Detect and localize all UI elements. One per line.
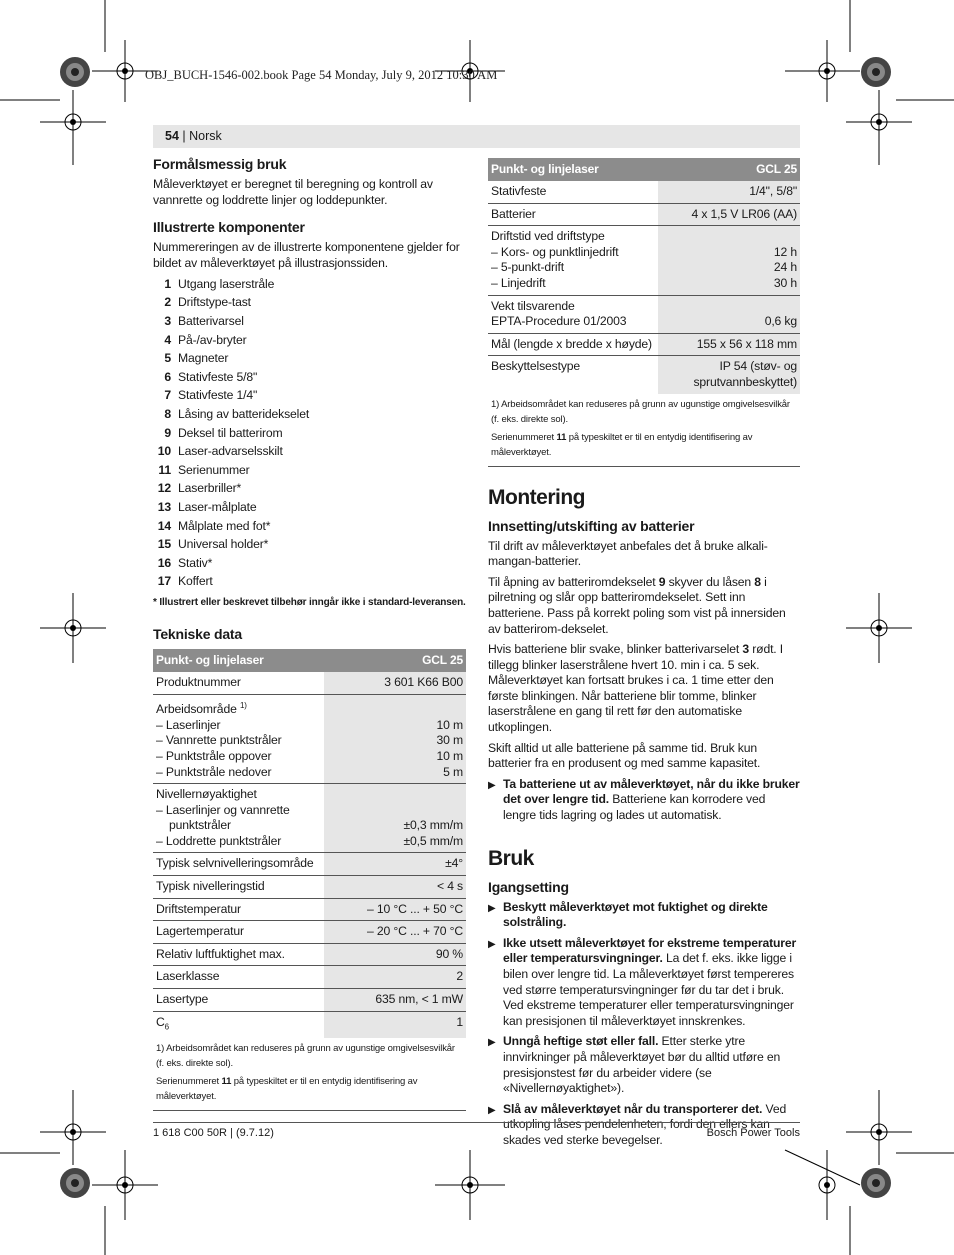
table-header-row: Punkt- og linjelaser GCL 25 (488, 158, 800, 181)
list-item-label: Laserbriller* (178, 481, 242, 496)
list-item (153, 499, 466, 518)
list-item-number: 9 (164, 425, 171, 440)
list-item (153, 368, 466, 387)
table-row: Mål (lengde x bredde x høyde) 155 x 56 x 118 mm (488, 333, 800, 356)
table-row: Arbeidsområde $^{1)}$ – Laserlinjer – Vannrette punktstråler – Punktstråle oppover – Punktstråle nedover 10 m 30 m 10 m 5 m (153, 695, 466, 784)
bruk-heading: Bruk (488, 846, 534, 870)
warning-bullet: ▶ Slå av måleverktøyet når du transporterer det. Ved utkopling låses pendelenheten, fordi den ellers kan skades ved sterke bevegelser. (488, 1101, 787, 1147)
list-item-label: Deksel til batterirom (178, 425, 283, 440)
table-row: Nivellernøyaktighet – Laserlinjer og vannrette punktstråler – Loddrette punktstråler ±0,3 mm/m ±0,5 mm/m (153, 784, 466, 853)
table-row: Typisk selvnivelleringsområde ±4° (153, 853, 466, 876)
page-number: 54 (165, 129, 179, 143)
components-intro: Nummereringen av de illustrerte komponentene gjelder for bildet av måleverktøyet på illustrasjonssiden. (153, 240, 460, 270)
list-item (153, 294, 466, 313)
list-item-label: Koffert (178, 574, 213, 589)
right-column: Punkt- og linjelaser GCL 25 Stativfeste 1/4", 5/8" Batterier 4 x 1,5 V LR06 (AA) Driftstid ved driftstype – Kors- og punktlinjedrift – 5-punkt-drift – Linjedrift 12 h 24 h 30 h Vekt tilsvarende EPTA-Procedure 01/2003 0,6 kg Mål (lengde x bredde x høyde) 155 x 56 x 118 mm Beskyttelsestype IP 54 (støv- og sprutvannbeskyttet) 1) Arbeidsområdet kan reduseres på grunn av ugunstige omgivelsesvilkår (f. eks. direkte sol). Serienummeret 11 på typeskiltet er til en entydig identifisering av måleverktøyet. Montering Innsetting/utskifting av batterier Til drift av måleverktøyet anbefales det å bruke alkali-mangan-batterier. Til åpning av batteriromdekselet 9 skyver du låsen 8 i pilretning og slår opp batteriromdekselet. Sett inn batteriene. Pass på korrekt poling som vist på innersiden av batterirom-dekselet. Hvis batteriene blir svake, blinker batterivarselet 3 rødt. I tillegg blinker laserstrålene hvert 10. min i ca. 5 sek. Måleverktøyet kan fortsatt brukes i ca. 1 time etter den første blinkingen. Når batteriene blir tomme, blinker laserstrålene en gang til rett før den automatiske utkoplingen. Skift alltid ut alle batteriene på samme tid. Bruk kun batterier fra en produsent og med samme kapasitet. ▶ Ta batteriene ut av måleverktøyet, når du ikke bruker det over lengre tid. Batteriene kan korrodere ved lengre tids lagring og lades ut automatisk. Bruk Igangsetting ▶ Beskytt måleverktøyet mot fuktighet og direkte solstråling. ▶ Ikke utsett måleverktøyet for ekstreme temperaturer eller temperatursvingninger. La det f. eks. ikke ligge i bilen over lengre tid. La måleverktøyet først tempereres ved større temperatursvingninger før du tar det i bruk. Ved ekstreme temperaturer eller temperatursvingninger kan presisjonen til måleverktøyet innskrenkes. ▶ Unngå heftige støt eller fall. Etter sterke ytre innvirkninger på måleverktøyet bør du alltid utføre en presisjonstest før du arbeider videre (se «Nivellernøyaktighet»). ▶ Slå av måleverktøyet når du transporterer det. Ved utkopling låses pendelenheten, fordi den ellers kan skades ved sterke bevegelser. (488, 158, 800, 1154)
list-item-number: 12 (157, 481, 171, 496)
list-item (153, 517, 466, 536)
table-row: Typisk nivelleringstid < 4 s (153, 876, 466, 899)
list-item-number: 5 (164, 351, 171, 366)
list-item-label: Universal holder* (178, 537, 269, 552)
footer-right: Bosch Power Tools (706, 1127, 800, 1139)
list-item-number: 4 (164, 332, 171, 347)
list-item-label: Målplate med fot* (178, 518, 271, 533)
table-row: Laserklasse 2 (153, 966, 466, 989)
page-footer (153, 1122, 800, 1139)
components-heading: Illustrerte komponenter (153, 219, 305, 236)
table-header-left: Punkt- og linjelaser (153, 649, 324, 672)
purpose-text: Måleverktøyet er beregnet til beregning og kontroll av vannrette og loddrette linjer og loddepunkter. (153, 177, 433, 207)
list-item-label: Stativ* (178, 555, 213, 570)
list-item (153, 480, 466, 499)
list-item-number: 8 (164, 407, 171, 422)
techdata-heading: Tekniske data (153, 626, 242, 643)
list-item-number: 17 (157, 574, 171, 589)
footer-left: 1 618 C00 50R | (9.7.12) (153, 1127, 274, 1139)
table-row: Stativfeste 1/4", 5/8" (488, 181, 800, 203)
table-row: Relativ luftfuktighet max. 90 % (153, 943, 466, 966)
list-item-number: 6 (164, 369, 171, 384)
left-column (153, 155, 466, 1111)
table-row: Driftstid ved driftstype – Kors- og punktlinjedrift – 5-punkt-drift – Linjedrift 12 h 24 h 30 h (488, 226, 800, 295)
warning-bullet: ▶ Unngå heftige støt eller fall. Etter sterke ytre innvirkninger på måleverktøyet bør du alltid utføre en presisjonstest før du arbeider videre (se «Nivellernøyaktighet»). (488, 1034, 781, 1096)
list-item (153, 424, 466, 443)
triangle-bullet-icon: ▶ (488, 1104, 496, 1116)
igangsetting-subheading: Igangsetting (488, 878, 569, 895)
list-item-number: 1 (164, 276, 171, 291)
list-item (153, 350, 466, 369)
page-header (153, 125, 800, 148)
list-item (153, 406, 466, 425)
list-item-number: 10 (157, 444, 171, 459)
list-item-number: 14 (157, 518, 171, 533)
table-row: Lagertemperatur – 20 °C ... + 70 °C (153, 921, 466, 944)
table-row: Beskyttelsestype IP 54 (støv- og sprutvannbeskyttet) (488, 356, 800, 394)
triangle-bullet-icon: ▶ (488, 902, 496, 914)
list-item-label: Driftstype-tast (178, 295, 251, 310)
list-item (153, 573, 466, 592)
list-item (153, 387, 466, 406)
list-item-number: 11 (158, 462, 171, 477)
list-item-label: Stativfeste 1/4" (178, 388, 258, 403)
list-item (153, 554, 466, 573)
list-item-label: Utgang laserstråle (178, 276, 275, 291)
table-notes: 1) Arbeidsområdet kan reduseres på grunn av ugunstige omgivelsesvilkår (f. eks. direkte sol). Serienummeret 11 på typeskiltet er til en entydig identifisering av måleverktøyet. (153, 1038, 466, 1111)
triangle-bullet-icon: ▶ (488, 938, 496, 950)
montering-heading: Montering (488, 485, 585, 509)
list-item-number: 16 (157, 555, 171, 570)
triangle-bullet-icon: ▶ (488, 779, 496, 791)
list-item-number: 3 (164, 314, 171, 329)
table-row: Lasertype 635 nm, < 1 mW (153, 989, 466, 1012)
list-item-label: Serienummer (178, 462, 250, 477)
list-item-label: Batterivarsel (178, 314, 244, 329)
warning-bullet: ▶ Ikke utsett måleverktøyet for ekstreme temperaturer eller temperatursvingninger. La det f. eks. ikke ligge i bilen over lengre tid. La måleverktøyet først tempereres ved større temperatursvingninger før du tar det i bruk. Ved ekstreme temperaturer eller temperatursvingninger kan presisjonen til måleverktøyet innskrenkes. (488, 935, 797, 1028)
list-item-label: Låsing av batteridekselet (178, 407, 310, 422)
list-item-number: 15 (157, 537, 171, 552)
warning-bullet: ▶ Ta batteriene ut av måleverktøyet, når du ikke bruker det over lengre tid. Batteriene kan korrodere ved lengre tids lagring og lades ut automatisk. (488, 776, 800, 823)
purpose-heading: Formålsmessig bruk (153, 156, 287, 172)
table-header-right: GCL 25 (324, 649, 466, 672)
techdata-table (153, 649, 466, 1037)
list-item (153, 461, 466, 480)
table-notes-continued: 1) Arbeidsområdet kan reduseres på grunn av ugunstige omgivelsesvilkår (f. eks. direkte sol). Serienummeret 11 på typeskiltet er til en entydig identifisering av måleverktøyet. (488, 394, 800, 467)
table-row: Batterier 4 x 1,5 V LR06 (AA) (488, 203, 800, 226)
list-item-label: Laser-advarselsskilt (178, 444, 283, 459)
triangle-bullet-icon: ▶ (488, 1037, 496, 1049)
table-row: Driftstemperatur – 10 °C ... + 50 °C (153, 898, 466, 921)
list-item-label: Stativfeste 5/8" (178, 369, 258, 384)
list-item-number: 7 (164, 388, 171, 403)
table-row: Vekt tilsvarende EPTA-Procedure 01/2003 0,6 kg (488, 295, 800, 333)
table-row: $C_6$ 1 (153, 1011, 466, 1038)
components-footnote: * Illustrert eller beskrevet tilbehør inngår ikke i standard-leveransen. (153, 597, 466, 609)
table-header-row (153, 649, 466, 672)
print-slug: OBJ_BUCH-1546-002.book Page 54 Monday, July 9, 2012 10:30 AM (145, 68, 498, 82)
list-item (153, 536, 466, 555)
list-item-number: 2 (164, 295, 171, 310)
list-item (153, 313, 466, 332)
components-list (153, 275, 466, 591)
list-item-label: Magneter (178, 351, 229, 366)
battery-subheading: Innsetting/utskifting av batterier (488, 517, 695, 534)
list-item (153, 331, 466, 350)
list-item-label: Laser-målplate (178, 500, 257, 514)
list-item-number: 13 (157, 500, 171, 514)
page-language: | Norsk (182, 129, 222, 143)
list-item (153, 443, 466, 462)
techdata-table-continued (488, 158, 800, 394)
list-item (153, 275, 466, 294)
list-item-label: På-/av-bryter (178, 332, 247, 347)
table-row: Produktnummer 3 601 K66 B00 (153, 672, 466, 694)
warning-bullet: ▶ Beskytt måleverktøyet mot fuktighet og direkte solstråling. (488, 899, 768, 930)
